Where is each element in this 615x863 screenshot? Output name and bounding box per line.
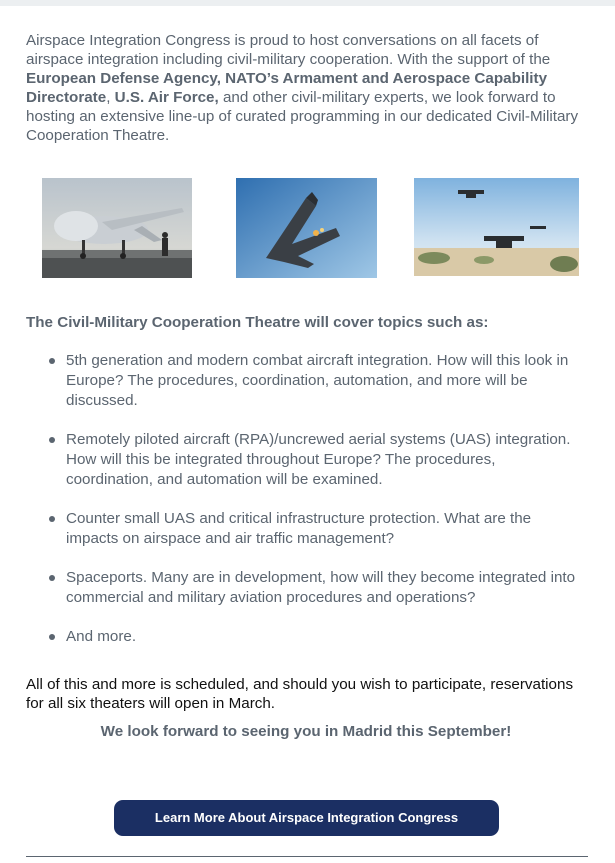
- quadcopter-drones-desert-photo: [414, 178, 579, 276]
- intro-separator: ,: [106, 89, 115, 106]
- top-border: [0, 0, 615, 6]
- bullet-icon: [49, 634, 55, 640]
- bullet-icon: [49, 575, 55, 581]
- topic-text: Spaceports. Many are in development, how will they become integrated into commercial and military aviation procedures and operations?: [66, 569, 576, 606]
- bullet-icon: [49, 437, 55, 443]
- topic-text: Remotely piloted aircraft (RPA)/uncrewed aerial systems (UAS) integration. How will this be integrated throughout Europe? The procedures, coordination, and automation will be examined.: [66, 431, 571, 488]
- list-item: [26, 430, 586, 490]
- fighter-jet-in-sky-photo: [236, 178, 377, 278]
- schedule-paragraph: All of this and more is scheduled, and should you wish to participate, reservations for all six theaters will open in March.: [26, 676, 574, 712]
- bullet-icon: [49, 516, 55, 522]
- image-row: [26, 178, 588, 324]
- topic-text: 5th generation and modern combat aircraft integration. How will this look in Europe? The procedures, coordination, automation, and more will be discussed.: [66, 352, 569, 409]
- intro-paragraph: [26, 31, 588, 145]
- closing-line: We look forward to seeing you in Madrid this September!: [100, 723, 512, 740]
- intro-bold-partners: European Defense Agency, NATO’s Armament and Aerospace Capability Directorate: [26, 70, 548, 106]
- list-item: [26, 509, 586, 549]
- list-item: [26, 351, 586, 411]
- bullet-icon: [49, 358, 55, 364]
- list-item: [26, 627, 586, 647]
- list-item: [26, 568, 586, 608]
- topic-text: Counter small UAS and critical infrastructure protection. What are the impacts on airspace and air traffic management?: [66, 510, 532, 547]
- divider: [26, 856, 588, 857]
- learn-more-button[interactable]: Learn More About Airspace Integration Congress: [114, 800, 499, 836]
- topic-text: And more.: [66, 628, 137, 645]
- intro-text-end: and other civil-military experts, we look forward to hosting an extensive line-up of curated programming in our dedicated Civil-Military Cooperation Theatre.: [26, 89, 579, 144]
- intro-bold-usaf: U.S. Air Force,: [114, 89, 219, 106]
- drone-aircraft-on-runway-photo: [42, 178, 192, 278]
- topics-heading: The Civil-Military Cooperation Theatre will cover topics such as:: [26, 314, 489, 331]
- email-content: [26, 31, 588, 825]
- intro-text: Airspace Integration Congress is proud to host conversations on all facets of airspace integration including civil-military cooperation. With the support of the: [26, 32, 551, 68]
- topics-list: [26, 351, 586, 666]
